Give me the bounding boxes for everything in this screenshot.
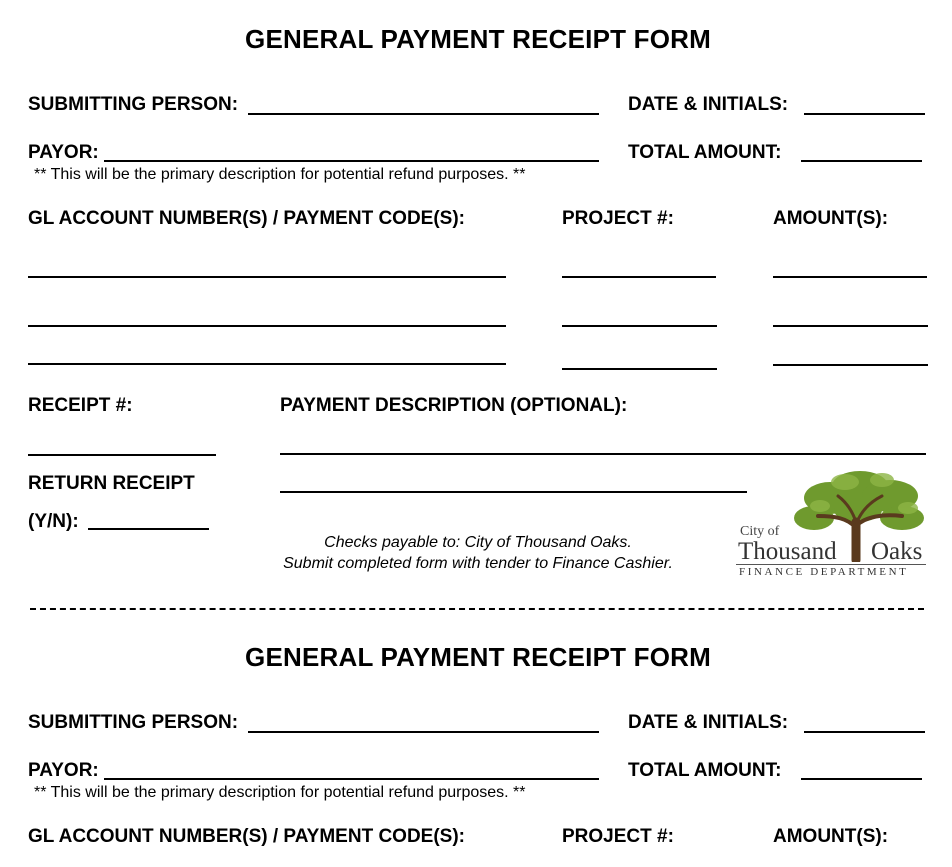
project-field[interactable]	[562, 325, 717, 327]
gl-account-label: GL ACCOUNT NUMBER(S) / PAYMENT CODE(S):	[28, 208, 465, 229]
project-field[interactable]	[562, 368, 717, 370]
date-initials-field[interactable]	[804, 731, 925, 733]
payor-note: ** This will be the primary description for potential refund purposes. **	[34, 166, 526, 183]
payment-description-field[interactable]	[280, 453, 926, 455]
payment-description-label: PAYMENT DESCRIPTION (OPTIONAL):	[280, 395, 628, 416]
payor-field[interactable]	[104, 778, 599, 780]
submitting-person-field[interactable]	[248, 731, 599, 733]
form-title: GENERAL PAYMENT RECEIPT FORM	[245, 642, 711, 672]
checks-payable-note: Checks payable to: City of Thousand Oaks.	[324, 534, 632, 551]
amount-field[interactable]	[773, 325, 928, 327]
total-amount-label: TOTAL AMOUNT:	[628, 760, 782, 781]
form-title: GENERAL PAYMENT RECEIPT FORM	[245, 24, 711, 54]
submitting-person-label: SUBMITTING PERSON:	[28, 712, 239, 733]
logo-finance-department: FINANCE DEPARTMENT	[739, 566, 909, 578]
project-field[interactable]	[562, 276, 716, 278]
gl-account-field[interactable]	[28, 325, 506, 327]
city-logo	[736, 470, 928, 582]
project-label: PROJECT #:	[562, 826, 674, 847]
payor-field[interactable]	[104, 160, 599, 162]
logo-thousand: Thousand	[738, 538, 837, 565]
receipt-number-field[interactable]	[28, 454, 216, 456]
amount-field[interactable]	[773, 364, 928, 366]
amount-field[interactable]	[773, 276, 927, 278]
amounts-label: AMOUNT(S):	[773, 208, 889, 229]
date-initials-label: DATE & INITIALS:	[628, 94, 789, 115]
gl-account-field[interactable]	[28, 363, 506, 365]
submitting-person-field[interactable]	[248, 113, 599, 115]
date-initials-label: DATE & INITIALS:	[628, 712, 789, 733]
total-amount-label: TOTAL AMOUNT:	[628, 142, 782, 163]
total-amount-field[interactable]	[801, 160, 922, 162]
payor-label: PAYOR:	[28, 142, 99, 163]
logo-oaks: Oaks	[871, 538, 923, 565]
payor-label: PAYOR:	[28, 760, 99, 781]
project-label: PROJECT #:	[562, 208, 674, 229]
logo-city-of: City of	[740, 524, 780, 539]
return-receipt-field[interactable]	[88, 528, 209, 530]
payment-description-field[interactable]	[280, 491, 747, 493]
gl-account-label: GL ACCOUNT NUMBER(S) / PAYMENT CODE(S):	[28, 826, 465, 847]
cut-line-divider	[30, 608, 924, 610]
submitting-person-label: SUBMITTING PERSON:	[28, 94, 239, 115]
amounts-label: AMOUNT(S):	[773, 826, 889, 847]
gl-account-field[interactable]	[28, 276, 506, 278]
submit-note: Submit completed form with tender to Finance Cashier.	[283, 555, 673, 572]
total-amount-field[interactable]	[801, 778, 922, 780]
yn-label: (Y/N):	[28, 511, 79, 532]
logo-rule	[736, 564, 926, 565]
return-receipt-label: RETURN RECEIPT	[28, 473, 195, 494]
payor-note: ** This will be the primary description for potential refund purposes. **	[34, 784, 526, 801]
date-initials-field[interactable]	[804, 113, 925, 115]
receipt-number-label: RECEIPT #:	[28, 395, 133, 416]
